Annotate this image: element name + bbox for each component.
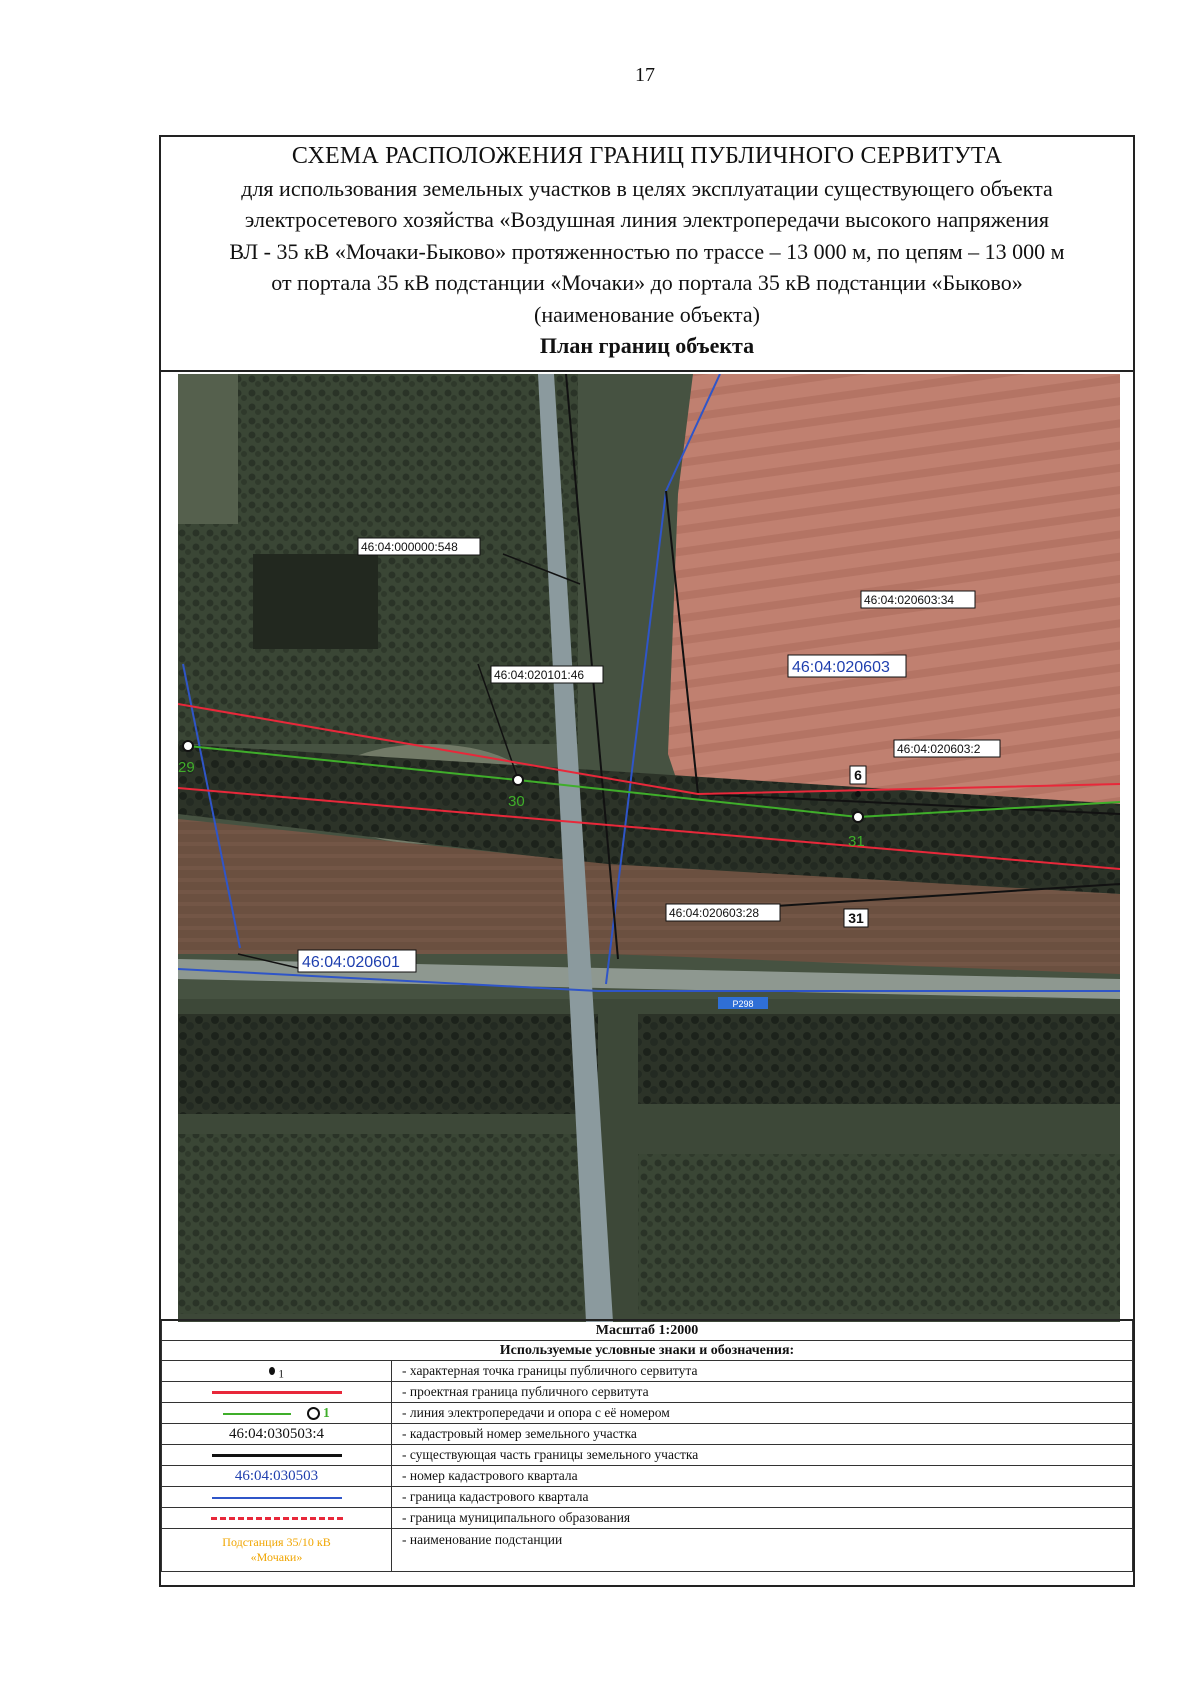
legend-symbol-point — [162, 1361, 392, 1382]
field-patch — [178, 374, 238, 524]
legend-desc: - существующая часть границы земельного участка — [392, 1445, 1133, 1466]
quarter-label-020603: 46:04:020603 — [792, 659, 890, 676]
pole-30-marker — [513, 775, 523, 785]
legend-desc: - наименование подстанции — [392, 1529, 1133, 1572]
document-title: СХЕМА РАСПОЛОЖЕНИЯ ГРАНИЦ ПУБЛИЧНОГО СЕРВИТУТА — [291, 143, 1003, 169]
legend-symbol-parcel-number: 46:04:030503:4 — [162, 1424, 392, 1445]
map-canvas — [178, 374, 1120, 1322]
blue-line-icon — [212, 1497, 342, 1499]
legend-symbol-servitude — [162, 1382, 392, 1403]
legend-row — [162, 1445, 1133, 1466]
substation-label: Подстанция 35/10 кВ — [222, 1535, 331, 1549]
plowed-field — [668, 374, 1120, 844]
pole-29-marker — [183, 741, 193, 751]
header-line-3: ВЛ - 35 кВ «Мочаки-Быково» протяженностью по трассе – 13 000 м, по цепям – 13 000 м — [229, 238, 1065, 264]
object-caption: (наименование объекта) — [534, 301, 760, 327]
legend-desc: - граница муниципального образования — [392, 1508, 1133, 1529]
legend-row — [162, 1361, 1133, 1382]
legend-desc: - номер кадастрового квартала — [392, 1466, 1133, 1487]
legend-row — [162, 1466, 1133, 1487]
legend-row — [162, 1424, 1133, 1445]
green-line-icon — [223, 1413, 291, 1415]
pole-icon — [307, 1407, 320, 1420]
dark-plot — [253, 554, 378, 649]
legend-row — [162, 1508, 1133, 1529]
satellite-map — [178, 374, 1120, 1322]
quarter-label-020601: 46:04:020601 — [302, 954, 400, 971]
legend-heading: Используемые условные знаки и обозначения: — [162, 1341, 1133, 1361]
point-number: 1 — [278, 1368, 284, 1381]
legend-symbol-municipal-boundary — [162, 1508, 392, 1529]
pole-31-marker — [853, 812, 863, 822]
parcel-label-46: 46:04:020101:46 — [494, 668, 585, 682]
legend-desc: - линия электропередачи и опора с её номером — [392, 1403, 1133, 1424]
parcel-label-28: 46:04:020603:28 — [669, 906, 760, 920]
parcel-label-2: 46:04:020603:2 — [897, 742, 981, 756]
legend-desc: - проектная граница публичного сервитута — [392, 1382, 1133, 1403]
legend-symbol-quarter-number: 46:04:030503 — [162, 1466, 392, 1487]
parcel-label-548: 46:04:000000:548 — [361, 540, 458, 554]
boundary-point-6: 6 — [854, 767, 862, 783]
plan-title: План границ объекта — [539, 333, 755, 358]
road-label: Р298 — [732, 999, 754, 1009]
legend-row — [162, 1529, 1133, 1572]
header-line-1: для использования земельных участков в целях эксплуатации существующего объекта — [241, 175, 1053, 201]
pole-number-30: 30 — [508, 793, 525, 810]
legend-row — [162, 1403, 1133, 1424]
point-icon — [269, 1367, 275, 1375]
document-header — [161, 137, 1133, 372]
pole-number-29: 29 — [178, 759, 195, 776]
forest-block-4 — [178, 1134, 598, 1314]
pole-number-31: 31 — [848, 833, 865, 850]
map-scale: Масштаб 1:2000 — [162, 1320, 1133, 1341]
legend-symbol-substation — [162, 1529, 392, 1572]
pole-number-sample: 1 — [323, 1405, 330, 1420]
red-line-icon — [212, 1391, 342, 1394]
legend-desc: - граница кадастрового квартала — [392, 1487, 1133, 1508]
forest-block-1 — [178, 1014, 598, 1114]
document-frame — [159, 135, 1135, 1587]
header-line-2: электросетевого хозяйства «Воздушная линия электропередачи высокого напряжения — [244, 207, 1050, 232]
legend-desc: - характерная точка границы публичного сервитута — [392, 1361, 1133, 1382]
substation-name: «Мочаки» — [250, 1550, 303, 1564]
legend-symbol-power-line — [162, 1403, 392, 1424]
page-number: 17 — [635, 64, 655, 86]
legend-symbol-quarter-boundary — [162, 1487, 392, 1508]
forest-block-2 — [638, 1014, 1120, 1104]
legend-row — [162, 1382, 1133, 1403]
boundary-point-6-marker — [855, 791, 861, 797]
legend-row — [162, 1487, 1133, 1508]
black-line-icon — [212, 1454, 342, 1457]
boundary-point-31: 31 — [848, 910, 864, 926]
legend-desc: - кадастровый номер земельного участка — [392, 1424, 1133, 1445]
red-dashed-line-icon — [211, 1517, 343, 1520]
header-line-4: от портала 35 кВ подстанции «Мочаки» до портала 35 кВ подстанции «Быково» — [271, 270, 1023, 295]
parcel-label-34: 46:04:020603:34 — [864, 593, 955, 607]
forest-block-3 — [638, 1154, 1120, 1314]
legend-symbol-parcel-boundary — [162, 1445, 392, 1466]
legend-table — [161, 1319, 1133, 1572]
